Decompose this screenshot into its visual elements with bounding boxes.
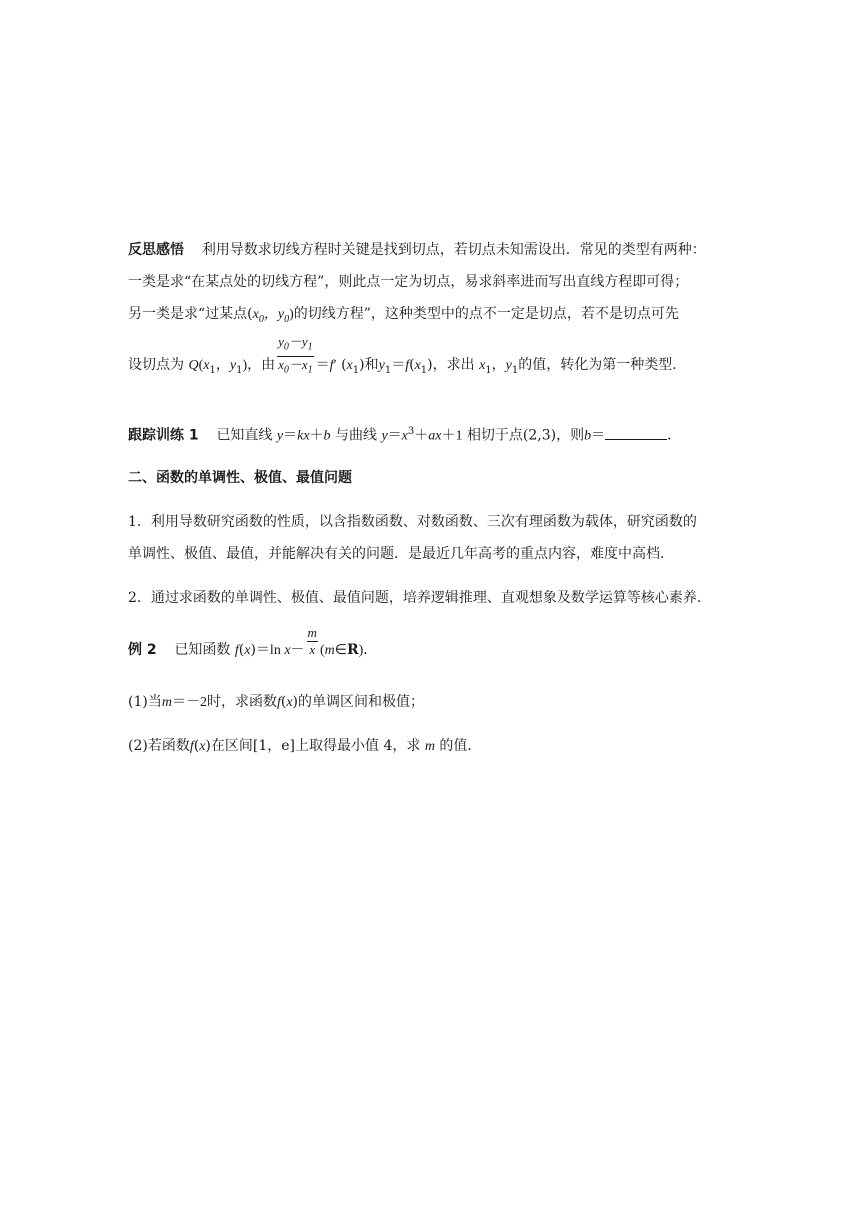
example-part-2: (2)若函数f(x)在区间[1，e]上取得最小值 4，求 m 的值． [128, 738, 482, 754]
training-problem: 跟踪训练 1 已知直线 y＝kx＋b 与曲线 $y=x^3+ax+1$ 相切于点(2,3)，则b＝ ． [128, 426, 682, 444]
m-over-x-fraction: $\frac{m}{x}$ [307, 624, 317, 657]
reflection-text-4b: ，由 [247, 357, 276, 374]
reflection-text-4d: ，求出 [432, 357, 475, 374]
reflection-label: 反思感悟 [128, 242, 184, 258]
formula-x0y0: $x_0$，$y_0$ [252, 307, 290, 325]
point-1-line-1: 1．利用导数研究函数的性质，以含指数函数、对数函数、三次有理函数为载体，研究函数的 [128, 514, 697, 530]
example-label: 例 2 [128, 642, 157, 658]
formula-line: y [276, 428, 284, 444]
training-text-c: 相切于点(2,3)，则 [466, 427, 585, 444]
training-label: 跟踪训练 1 [128, 427, 199, 444]
reflection-text-1: 利用导数求切线方程时关键是找到切点，若切点未知需设出．常见的类型有两种： [201, 242, 706, 258]
reflection-text-3a: 另一类是求“过某点( [128, 306, 253, 322]
reflection-line-1 [128, 240, 706, 260]
formula-curve: y [381, 428, 388, 444]
part2-text-a: (2)若函数 [128, 738, 190, 754]
formula-fx: f [234, 643, 239, 658]
reflection-text-2: 一类是求“在某点处的切线方程”，则此点一定为切点，易求斜率进而写出直线方程即可得； [128, 274, 689, 290]
point-2: 2．通过求函数的单调性、极值、最值问题，培养逻辑推理、直观想象及数学运算等核心素养． [128, 590, 711, 606]
part1-text-b: 时，求函数 [206, 694, 277, 710]
answer-blank[interactable] [605, 425, 667, 440]
formula-Q: Q [188, 358, 199, 374]
training-text-a: 已知直线 [216, 427, 273, 444]
training-text-b: 与曲线 [335, 427, 377, 444]
reflection-line-2 [128, 272, 688, 292]
reflection-line-4: 设切点为 $Q(x_1$，$y_1$)，由 $\frac{y_0-y_1}{x_0-x_1}$ ＝f′ $(x_1)$和$y_1=f(x_1)$，求出 $x_1$，$y_1$的值，转化为第一种类型． [128, 352, 686, 381]
part2-text-c: 的值． [439, 738, 482, 754]
reflection-text-3b: 的切线方程”，这种类型中的点不一定是切点，若不是切点可先 [293, 306, 679, 322]
example-2: 例 2 已知函数 f(x)＝ln x－ $\frac{m}{x}$ (m∈R)． [128, 624, 378, 658]
example-part-1: (1)当m＝－2时，求函数f(x)的单调区间和极值； [128, 694, 425, 710]
point-1-line-2: 单调性、极值、最值，并能解决有关的问题．是最近几年高考的重点内容，难度中高档． [128, 546, 674, 562]
part2-text-b: 在区间[1，e]上取得最小值 4，求 [210, 738, 421, 754]
reflection-text-4c: 和 [364, 357, 379, 374]
training-text-end: ． [667, 427, 682, 444]
reflection-text-4e: 的值，转化为第一种类型． [518, 357, 687, 374]
example-text-a: 已知函数 [174, 642, 231, 658]
part1-text-a: (1)当 [128, 694, 162, 710]
reflection-text-4a: 设切点为 [128, 357, 184, 374]
reflection-line-3: 另一类是求“过某点($x_0$，$y_0$)的切线方程”，这种类型中的点不一定是切点，若不是切点可先 [128, 306, 679, 325]
slope-fraction: $\frac{y_0-y_1}{x_0-x_1}$ [278, 334, 313, 376]
part1-text-c: 的单调区间和极值； [298, 694, 425, 710]
section-heading: 二、函数的单调性、极值、最值问题 [128, 470, 352, 486]
